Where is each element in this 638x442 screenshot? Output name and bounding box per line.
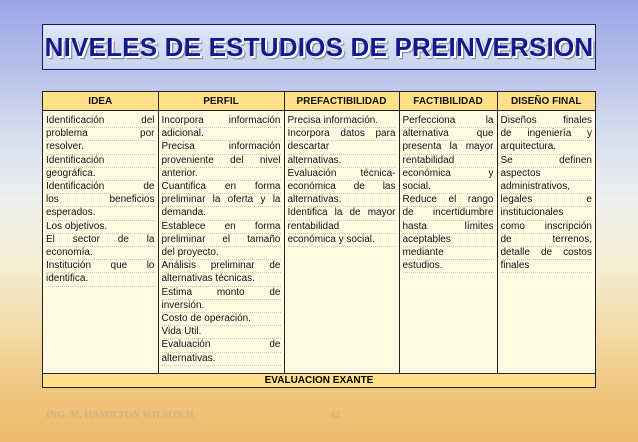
cell-line: Incorpora información — [162, 115, 281, 128]
cell-line: preliminar el tamaño — [162, 234, 281, 247]
cell-line: problema por — [46, 128, 155, 141]
cell-line: rentabilidad — [403, 155, 494, 168]
cell-line: economía. — [46, 247, 155, 260]
cell-line: de incertidumbre — [403, 207, 494, 220]
cell-line: alternativas. — [162, 353, 281, 366]
cell-line: alternativas. — [288, 155, 396, 168]
author-footer: ING. M. HAMILTON WILSON H. — [46, 410, 197, 421]
cell-line: mediante — [403, 247, 494, 260]
cell-line: de ingeniería y — [501, 128, 593, 141]
header-prefactibilidad: PREFACTIBILIDAD — [284, 92, 399, 111]
cell-line: alternativas técnicas. — [162, 273, 281, 286]
cell-line: El sector de la — [46, 234, 155, 247]
cell-line: Evaluación de — [162, 339, 281, 352]
cell-line: adicional. — [162, 128, 281, 141]
cell-line: Evaluación técnica- — [288, 168, 396, 181]
cell-line: Identifica la de mayor — [288, 207, 396, 220]
cell-line: resolver. — [46, 141, 155, 154]
cell-line: Precisa información. — [288, 115, 396, 128]
cell-line: inversión. — [162, 300, 281, 313]
cell-perfil — [158, 111, 284, 374]
cell-line: Precisa información — [162, 141, 281, 154]
cell-line: de terrenos, — [501, 234, 593, 247]
cell-line: económica de las — [288, 181, 396, 194]
cell-line: Identificación — [46, 155, 155, 168]
cell-line: Se definen — [501, 155, 593, 168]
header-row — [43, 92, 595, 111]
cell-line: Costo de operación. — [162, 313, 281, 326]
cell-line: anterior. — [162, 168, 281, 181]
slide-title: NIVELES DE ESTUDIOS DE PREINVERSION — [44, 31, 594, 62]
title-banner — [42, 24, 596, 70]
cell-line: geográfica. — [46, 168, 155, 181]
cell-line: Análisis preliminar de — [162, 260, 281, 273]
cell-prefactibilidad — [284, 111, 399, 374]
header-idea: IDEA — [43, 92, 158, 111]
cell-line: Identificación del — [46, 115, 155, 128]
footer-row — [43, 374, 595, 388]
cell-line: descartar — [288, 141, 396, 154]
cell-line: rentabilidad — [288, 221, 396, 234]
cell-factibilidad — [399, 111, 497, 374]
cell-line: los beneficios — [46, 194, 155, 207]
evaluacion-exante-label: EVALUACION EXANTE — [43, 374, 595, 388]
cell-line: estudios. — [403, 260, 494, 273]
cell-line: institucionales — [501, 207, 593, 220]
cell-line: Identificación de — [46, 181, 155, 194]
cell-line: hasta límites — [403, 221, 494, 234]
cell-line: Reduce el rango — [403, 194, 494, 207]
cell-line: Establece en forma — [162, 221, 281, 234]
header-factibilidad: FACTIBILIDAD — [399, 92, 497, 111]
cell-line: del proyecto. — [162, 247, 281, 260]
cell-line: presenta la mayor — [403, 141, 494, 154]
page-number: 42 — [330, 410, 340, 421]
cell-line: Perfecciona la — [403, 115, 494, 128]
cell-idea — [43, 111, 158, 374]
cell-line: Institución que lo — [46, 260, 155, 273]
cell-diseno-final — [497, 111, 595, 374]
cell-line: Estima monto de — [162, 287, 281, 300]
cell-line: esperados. — [46, 207, 155, 220]
cell-line: administrativos, — [501, 181, 593, 194]
cell-line: proveniente del nivel — [162, 155, 281, 168]
header-diseno-final: DISEÑO FINAL — [497, 92, 595, 111]
levels-table — [43, 92, 595, 387]
cell-line: Cuantifica en forma — [162, 181, 281, 194]
cell-line: económica y — [403, 168, 494, 181]
cell-line: económica y social. — [288, 234, 396, 247]
cell-line: detalle de costos — [501, 247, 593, 260]
cell-line: Diseños finales — [501, 115, 593, 128]
cell-line: como inscripción — [501, 221, 593, 234]
cell-line: aspectos — [501, 168, 593, 181]
header-perfil: PERFIL — [158, 92, 284, 111]
cell-line: legales e — [501, 194, 593, 207]
cell-line: identifica. — [46, 273, 155, 286]
cell-line: Incorpora datos para — [288, 128, 396, 141]
cell-line: alternativas. — [288, 194, 396, 207]
cell-line: finales — [501, 260, 593, 273]
cell-line: alternativa que — [403, 128, 494, 141]
cell-line: social. — [403, 181, 494, 194]
cell-line: arquitectura. — [501, 141, 593, 154]
cell-line: preliminar la oferta y la — [162, 194, 281, 207]
cell-line: demanda. — [162, 207, 281, 220]
cell-line: aceptables — [403, 234, 494, 247]
cell-line: Vida Util. — [162, 326, 281, 339]
cell-line: Los objetivos. — [46, 221, 155, 234]
preinversion-table — [42, 91, 596, 388]
content-row — [43, 111, 595, 374]
